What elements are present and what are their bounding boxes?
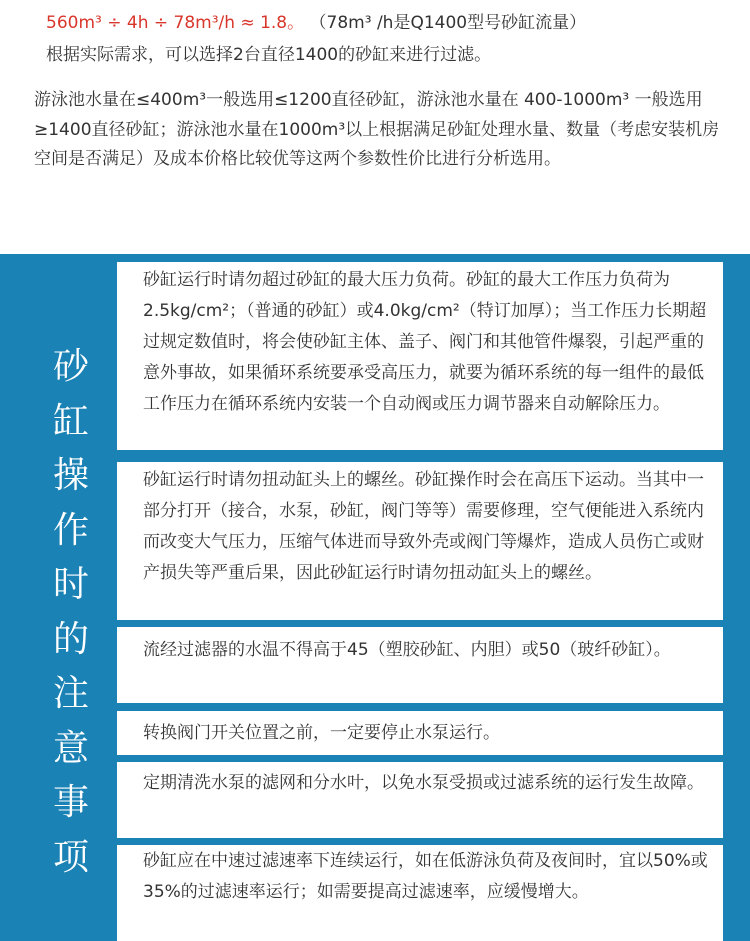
formula-calculation: 560m³ ÷ 4h ÷ 78m³/h ≈ 1.8。 — [46, 13, 305, 33]
precaution-text-1: 砂缸运行时请勿超过砂缸的最大压力负荷。砂缸的最大工作压力负荷为2.5kg/cm²；（普通的砂缸）或4.0kg/cm²（特订加厚）；当工作压力长期超过规定数值时，将会使砂缸主体、盖子、阀门和其他管件爆裂，引起严重的意外事故，如果循环系统要承受高压力，就要为循环系统的每一组件的最低工作压力在循环系统内安装一个自动阀或压力调节器来自动解除压力。 — [143, 270, 707, 414]
precaution-card-5 — [117, 762, 723, 838]
conclusion-text: 根据实际需求，可以选择2台直径1400的砂缸来进行过滤。 — [46, 45, 492, 65]
formula-line — [46, 8, 586, 33]
precaution-text-5: 定期清洗水泵的滤网和分水叶，以免水泵受损或过滤系统的运行发生故障。 — [143, 773, 704, 793]
precaution-card-6 — [117, 845, 723, 941]
precaution-card-2 — [117, 462, 723, 620]
precaution-card-1 — [117, 262, 723, 450]
precaution-text-4: 转换阀门开关位置之前，一定要停止水泵运行。 — [143, 723, 500, 743]
precautions-title: 砂缸操作时的注意事项 — [52, 346, 89, 878]
precaution-text-6: 砂缸应在中速过滤速率下连续运行，如在低游泳负荷及夜间时，宜以50%或35%的过滤速率运行；如需要提高过滤速率，应缓慢增大。 — [143, 851, 708, 902]
intro-section — [0, 0, 750, 254]
selection-paragraph: 游泳池水量在≤400m³一般选用≤1200直径砂缸，游泳池水量在 400-1000m³ 一般选用≥1400直径砂缸；游泳池水量在1000m³以上根据满足砂缸处理水量、数量（考虑安装机房空间是否满足）及成本价格比较优等这两个参数性价比进行分析选用。 — [34, 90, 720, 169]
precaution-card-4 — [117, 711, 723, 755]
precaution-text-2: 砂缸运行时请勿扭动缸头上的螺丝。砂缸操作时会在高压下运动。当其中一部分打开（接合，水泵，砂缸，阀门等等）需要修理，空气便能进入系统内而改变大气压力，压缩气体进而导致外壳或阀门等爆炸，造成人员伤亡或财产损失等严重后果，因此砂缸运行时请勿扭动缸头上的螺丝。 — [143, 470, 704, 583]
precaution-text-3: 流经过滤器的水温不得高于45（塑胶砂缸、内胆）或50（玻纤砂缸）。 — [143, 640, 671, 660]
precaution-card-3 — [117, 627, 723, 703]
formula-note: （78m³ /h是Q1400型号砂缸流量） — [309, 13, 587, 33]
